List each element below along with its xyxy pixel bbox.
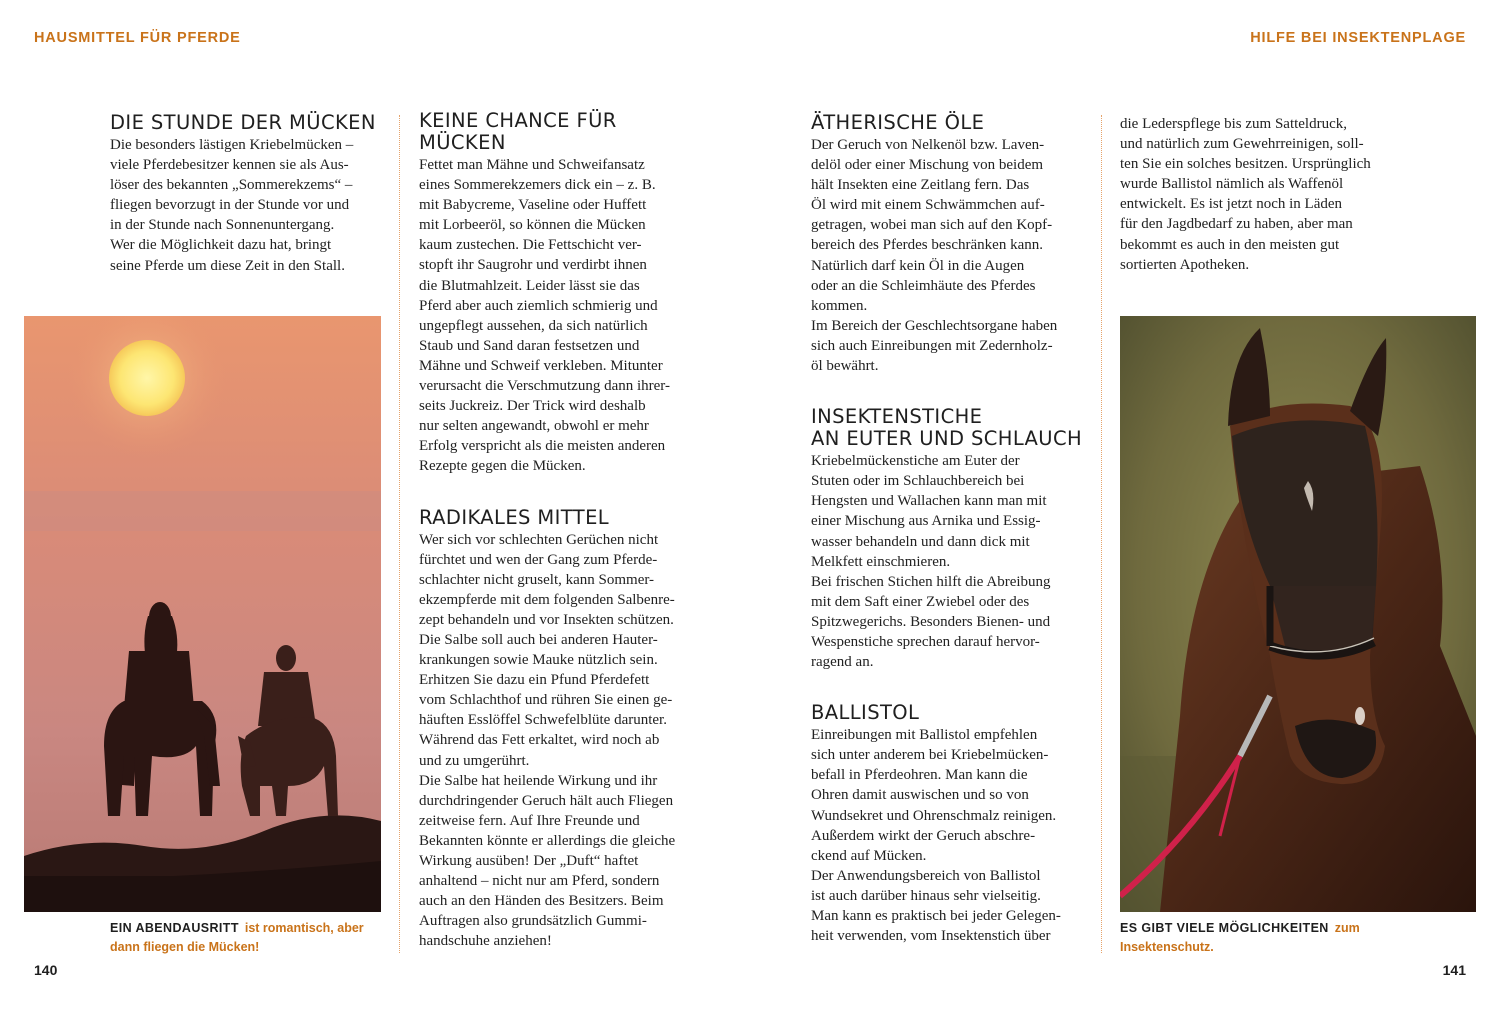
paragraph-insektenstiche: Kriebelmückenstiche am Euter der Stuten oder im Schlauchbereich bei Hengsten und Wallachen kann man mit einer Mischung aus Arnika und Essig- wasser behandeln und dann dick mit Melkfett einschmieren. Bei frischen Stichen hilft die Abreibung mit dem Saft einer Zwiebel oder des Spitzwegerichs. Besonders Bienen- und Wespenstiche sprechen darauf hervor- ragend an.: [811, 453, 1051, 671]
column-1: [110, 112, 400, 276]
heading-keine-chance-fuer-muecken: KEINE CHANCE FÜR MÜCKEN: [419, 109, 617, 154]
column-divider-left: [399, 115, 400, 953]
caption-evening-ride: [110, 919, 380, 957]
sun-shape: [109, 340, 185, 416]
paragraph-radikales-mittel: Wer sich vor schlechten Gerüchen nicht fürchtet und wen der Gang zum Pferde- schlachter nicht gruselt, kann Sommer- ekzempferde mit dem folgenden Salbenre- zept behandeln und vor Insekten schützen. Die Salbe soll auch bei anderen Hauter- krankungen sowie Mauke nützlich sein. Erhitzen Sie dazu ein Pfund Pferdefett vom Schlachthof und rühren Sie einen ge- häuften Esslöffel Schwefelblüte darunter. Während das Fett erkaltet, wird noch ab und zu umgerührt. Die Salbe hat heilende Wirkung und ihr durchdringender Geruch hält auch Fliegen zeitweise fern. Auf Ihre Freunde und Bekannten könnte er allerdings die gleiche Wirkung ausüben! Der „Duft“ haftet anhaltend – nicht nur am Pferd, sondern auch an den Händen des Besitzers. Beim Auftragen also grundsätzlich Gummi- handschuhe anziehen!: [419, 531, 676, 950]
paragraph-die-stunde-der-muecken: Die besonders lästigen Kriebelmücken – viele Pferdebesitzer kennen sie als Aus- löser des bekannten „Sommerekzems“ – fliegen bevorzugt in der Stunde vor und in der Stunde nach Sonnenuntergang. Wer die Möglichkeit dazu hat, bringt seine Pferde um diese Zeit in den Stall.: [110, 137, 354, 274]
paragraph-ballistol: Einreibungen mit Ballistol empfehlen sich unter anderem bei Kriebelmücken- befall in Pferdeohren. Man kann die Ohren damit auswischen und so von Wundsekret und Ohrenschmalz reinigen. Außerdem wirkt der Geruch abschre- ckend auf Mücken. Der Anwendungsbereich von Ballistol ist auch darüber hinaus sehr vielseitig. Man kann es praktisch bei jeder Gelegen- heit verwenden, vom Insektenstich über: [811, 727, 1061, 945]
column-divider-right: [1101, 115, 1102, 953]
paragraph-ballistol-continued: die Lederspflege bis zum Satteldruck, und natürlich zum Gewehrreinigen, soll- ten Sie ein solches besitzen. Ursprünglich wurde Ballistol nämlich als Waffenöl entwickelt. Es ist jetzt noch in Läden für den Jagdbedarf zu haben, aber man bekommt es auch in den meisten gut sortierten Apotheken.: [1120, 116, 1371, 273]
paragraph-keine-chance-fuer-muecken: Fettet man Mähne und Schweifansatz eines Sommerekzemers dick ein – z. B. mit Babycreme, Vaseline oder Huffett mit Lorbeeröl, so können die Mücken kaum zustechen. Die Fettschicht ver- stopft ihr Saugrohr und verdirbt ihnen die Blutmahlzeit. Leider lässt sie das Pferd aber auch ziemlich schmierig und ungepflegt aussehen, da sich natürlich Staub und Sand daran festsetzen und Mähne und Schweif verkleben. Mitunter verursacht die Verschmutzung dann ihrer- seits Juckreiz. Der Trick wird deshalb nur selten angewandt, obwohl er mehr Erfolg verspricht als die meisten anderen Rezepte gegen die Mücken.: [419, 157, 671, 475]
running-head-left: HAUSMITTEL FÜR PFERDE: [34, 30, 241, 46]
column-4: [1120, 114, 1410, 275]
section-keine-chance: [419, 110, 719, 477]
page-number-left: 140: [34, 962, 58, 978]
horse-fly-mask-illustration: [1120, 316, 1476, 912]
running-head-right: HILFE BEI INSEKTENPLAGE: [1250, 30, 1466, 46]
caption-text-evening-ride: ist romantisch, aber dann fliegen die Mücken!: [110, 921, 364, 954]
section-insektenstiche: [811, 406, 1101, 672]
page-number-right: 141: [1442, 962, 1466, 978]
paragraph-aetherische-oele: Der Geruch von Nelkenöl bzw. Laven- delöl oder einer Mischung von beidem hält Insekten eine Zeitlang fern. Das Öl wird mit einem Schwämmchen auf- getragen, wobei man sich auf den Kopf- bereich des Pferdes beschränken kann. Natürlich darf kein Öl in die Augen oder an die Schleimhäute des Pferdes kommen. Im Bereich der Geschlechtsorgane haben sich auch Einreibungen mit Zedernholz- öl bewährt.: [811, 137, 1058, 375]
section-aetherische-oele: [811, 112, 1101, 376]
section-ballistol: [811, 702, 1101, 946]
section-radikales-mittel: [419, 507, 719, 952]
photo-horse-fly-mask: [1120, 316, 1476, 912]
heading-die-stunde-der-muecken: DIE STUNDE DER MÜCKEN: [110, 111, 376, 134]
column-2: [419, 110, 719, 981]
evening-ride-illustration: [24, 316, 381, 912]
column-3: [811, 112, 1101, 976]
caption-fly-mask: [1120, 919, 1400, 957]
heading-aetherische-oele: ÄTHERISCHE ÖLE: [811, 111, 985, 134]
heading-ballistol: BALLISTOL: [811, 701, 920, 725]
heading-radikales-mittel: RADIKALES MITTEL: [419, 505, 610, 529]
caption-lead-evening-ride: EIN ABENDAUSRITT: [110, 921, 239, 935]
caption-text-fly-mask: zum Insektenschutz.: [1120, 921, 1360, 954]
heading-insektenstiche: INSEKTENSTICHE AN EUTER UND SCHLAUCH: [811, 405, 1083, 451]
caption-lead-fly-mask: ES GIBT VIELE MÖGLICHKEITEN: [1120, 921, 1329, 935]
photo-evening-ride: [24, 316, 381, 912]
